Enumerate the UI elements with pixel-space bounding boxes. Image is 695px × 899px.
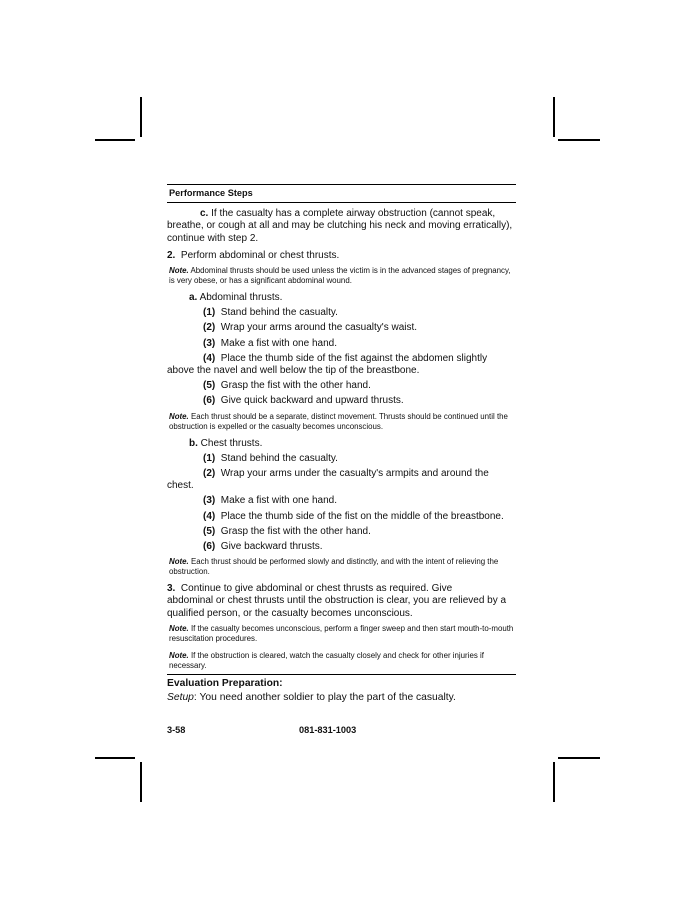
note-text: Abdominal thrusts should be used unless the victim is in the advanced stages of pregnancy, is very obese, or has a significant abdominal wound.	[169, 266, 511, 286]
step-text: Perform abdominal or chest thrusts.	[180, 249, 340, 261]
list-item	[167, 468, 516, 492]
item-text-cont: above the navel and well below the tip of the breastbone.	[167, 365, 420, 377]
procedure-list-a	[167, 307, 516, 407]
item-number: (2)	[203, 468, 216, 480]
note	[169, 412, 516, 432]
setup-label: Setup	[167, 692, 194, 704]
item-number: (6)	[203, 395, 216, 407]
note-label: Note.	[169, 650, 189, 660]
item-number: (2)	[203, 322, 216, 334]
evaluation-setup	[167, 692, 516, 704]
crop-mark	[140, 762, 142, 802]
step-label: c.	[200, 208, 209, 220]
item-text-cont: chest.	[167, 480, 194, 492]
list-item	[167, 322, 516, 334]
note	[169, 557, 516, 577]
note-text: Each thrust should be performed slowly and distinctly, and with the intent of relieving the obstruction.	[169, 557, 499, 577]
note-label: Note.	[169, 623, 189, 633]
evaluation-title: Evaluation Preparation:	[167, 677, 283, 689]
item-text: Wrap your arms under the casualty's armpits and around the	[220, 468, 489, 480]
note-text: If the obstruction is cleared, watch the casualty closely and check for other injuries if necessary.	[169, 650, 484, 670]
crop-mark	[140, 97, 142, 137]
sub-step-label: b.	[189, 437, 198, 449]
list-item	[167, 353, 516, 377]
note	[169, 266, 516, 286]
item-text: Grasp the fist with the other hand.	[220, 525, 371, 537]
sub-step-label: a.	[189, 292, 198, 304]
item-text: Stand behind the casualty.	[220, 452, 338, 464]
item-text: Make a fist with one hand.	[220, 337, 337, 349]
list-item	[167, 495, 516, 507]
note	[169, 651, 516, 671]
procedure-list-b	[167, 453, 516, 553]
note-label: Note.	[169, 557, 189, 567]
item-number: (4)	[203, 352, 216, 364]
setup-text: : You need another soldier to play the part of the casualty.	[193, 692, 456, 704]
item-number: (3)	[203, 495, 216, 507]
item-number: (5)	[203, 380, 216, 392]
step-c	[167, 208, 516, 245]
item-text: Give quick backward and upward thrusts.	[220, 395, 404, 407]
sub-step-title: Chest thrusts.	[200, 437, 263, 449]
sub-step-title: Abdominal thrusts.	[199, 292, 283, 304]
page-content	[167, 184, 516, 704]
list-item	[167, 453, 516, 465]
crop-mark	[558, 757, 600, 759]
note	[169, 624, 516, 644]
page-number: 3-58	[167, 725, 186, 735]
list-item	[167, 307, 516, 319]
sub-step-a	[167, 292, 516, 304]
step-label: 3.	[167, 583, 176, 595]
item-number: (5)	[203, 525, 216, 537]
list-item	[167, 395, 516, 407]
item-number: (3)	[203, 337, 216, 349]
step-text: Continue to give abdominal or chest thrusts as required. Give	[180, 583, 453, 595]
sub-step-b	[167, 438, 516, 450]
item-text: Grasp the fist with the other hand.	[220, 380, 371, 392]
step-text-cont: abdominal or chest thrusts until the obstruction is clear, you are relieved by a qualified person, or the casualty becomes unconscious.	[167, 595, 507, 619]
crop-mark	[558, 139, 600, 141]
item-number: (6)	[203, 541, 216, 553]
step-label: 2.	[167, 249, 176, 261]
note-label: Note.	[169, 411, 189, 421]
item-number: (4)	[203, 510, 216, 522]
note-label: Note.	[169, 266, 189, 276]
step-2	[167, 250, 516, 262]
section-header: Performance Steps	[167, 185, 516, 203]
crop-mark	[553, 97, 555, 137]
item-number: (1)	[203, 452, 216, 464]
list-item	[167, 526, 516, 538]
list-item	[167, 380, 516, 392]
item-text: Place the thumb side of the fist on the middle of the breastbone.	[220, 510, 504, 522]
note-text: Each thrust should be a separate, distinct movement. Thrusts should be continued until the obstruction is expelled or the casualty becomes unconscious.	[169, 411, 508, 431]
document-number: 081-831-1003	[299, 725, 357, 735]
item-text: Give backward thrusts.	[220, 541, 323, 553]
note-text: If the casualty becomes unconscious, perform a finger sweep and then start mouth-to-mouth resuscitation procedures.	[169, 623, 514, 643]
item-text: Wrap your arms around the casualty's waist.	[220, 322, 418, 334]
list-item	[167, 541, 516, 553]
item-text: Stand behind the casualty.	[220, 307, 338, 319]
crop-mark	[95, 139, 135, 141]
step-3	[167, 583, 516, 620]
step-text-cont: breathe, or cough at all and may be clutching his neck and moving erratically), continue with step 2.	[167, 220, 513, 244]
item-text: Make a fist with one hand.	[220, 495, 337, 507]
list-item	[167, 338, 516, 350]
step-text: If the casualty has a complete airway obstruction (cannot speak,	[211, 208, 496, 220]
list-item	[167, 511, 516, 523]
crop-mark	[553, 762, 555, 802]
item-number: (1)	[203, 307, 216, 319]
item-text: Place the thumb side of the fist against the abdomen slightly	[220, 352, 488, 364]
crop-mark	[95, 757, 135, 759]
